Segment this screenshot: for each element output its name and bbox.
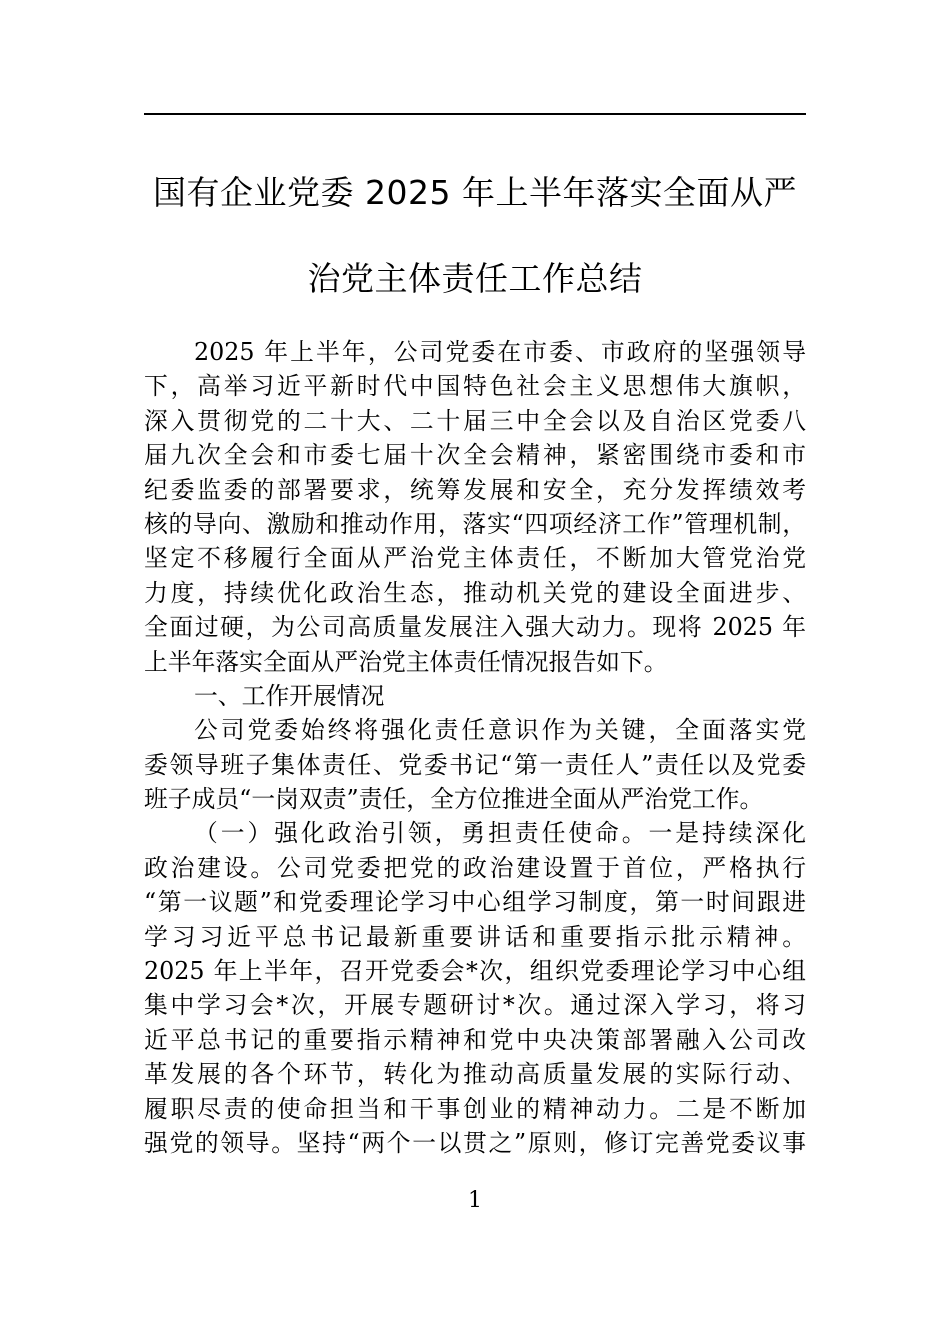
body-line: 政治建设。公司党委把党的政治建设置于首位，严格执行 [144, 853, 806, 882]
body-line: 班子成员“一岗双责”责任，全方位推进全面从严治党工作。 [144, 785, 764, 814]
header-rule [144, 113, 806, 115]
body-line: 纪委监委的部署要求，统筹发展和安全，充分发挥绩效考 [144, 475, 806, 504]
body-line: 下，高举习近平新时代中国特色社会主义思想伟大旗帜， [144, 372, 806, 401]
body-line: 履职尽责的使命担当和干事创业的精神动力。二是不断加 [144, 1094, 806, 1123]
body-line: 集中学习会*次，开展专题研讨*次。通过深入学习，将习 [144, 991, 806, 1020]
section-heading: 一、工作开展情况 [194, 681, 385, 710]
body-line: 坚定不移履行全面从严治党主体责任，不断加大管党治党 [144, 544, 806, 573]
body-line: 公司党委始终将强化责任意识作为关键，全面落实党 [194, 716, 806, 745]
body-line: 全面过硬，为公司高质量发展注入强大动力。现将 2025 年 [144, 613, 806, 642]
title-line: 治党主体责任工作总结 [307, 259, 643, 298]
body-line: 深入贯彻党的二十大、二十届三中全会以及自治区党委八 [144, 406, 806, 435]
title-line: 国有企业党委 2025 年上半年落实全面从严 [153, 173, 797, 212]
body-line: 届九次全会和市委七届十次全会精神，紧密围绕市委和市 [144, 441, 806, 470]
body-line: 委领导班子集体责任、党委书记“第一责任人”责任以及党委 [144, 750, 806, 779]
body-line: （一）强化政治引领，勇担责任使命。一是持续深化 [194, 819, 806, 848]
document-body [144, 335, 806, 1160]
body-line: 强党的领导。坚持“两个一以贯之”原则，修订完善党委议事 [144, 1128, 806, 1157]
body-line: “第一议题”和党委理论学习中心组学习制度，第一时间跟进 [144, 888, 806, 917]
body-line: 近平总书记的重要指示精神和党中央决策部署融入公司改 [144, 1025, 806, 1054]
document-title [120, 150, 830, 322]
body-line: 学习习近平总书记最新重要讲话和重要指示批示精神。 [144, 922, 806, 951]
body-line: 力度，持续优化政治生态，推动机关党的建设全面进步、 [144, 578, 806, 607]
body-line: 核的导向、激励和推动作用，落实“四项经济工作”管理机制， [144, 509, 806, 538]
body-line: 2025 年上半年，公司党委在市委、市政府的坚强领导 [194, 338, 806, 366]
page-number: 1 [468, 1188, 482, 1213]
body-line: 2025 年上半年，召开党委会*次，组织党委理论学习中心组 [144, 957, 806, 986]
body-line: 上半年落实全面从严治党主体责任情况报告如下。 [144, 647, 668, 676]
body-line: 革发展的各个环节，转化为推动高质量发展的实际行动、 [144, 1060, 806, 1089]
